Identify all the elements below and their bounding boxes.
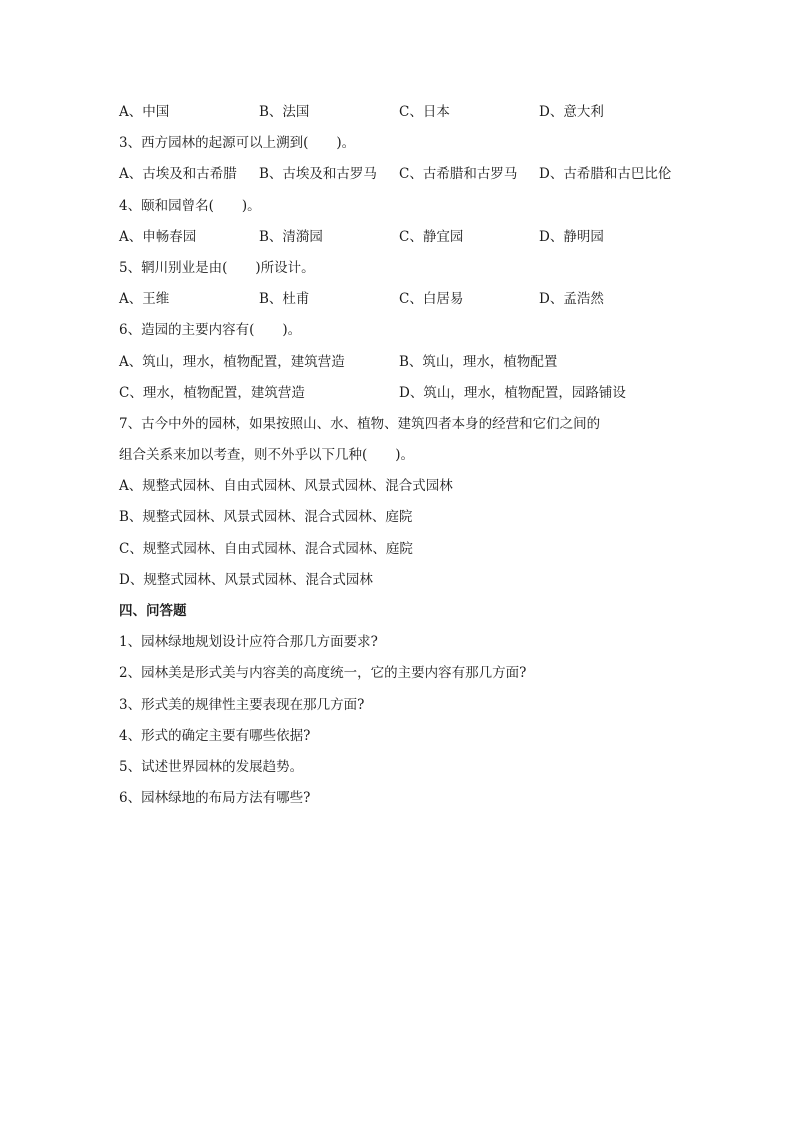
q5-options [119, 288, 719, 319]
essay-question-1: 1、园林绿地规划设计应符合那几方面要求? [119, 634, 378, 651]
q4-option-a: A、申畅春园 [119, 228, 197, 245]
q2-option-c: C、日本 [399, 104, 450, 120]
q2-option-a: A、中国 [119, 104, 170, 120]
essay-question-3: 3、形式美的规律性主要表现在那几方面? [119, 696, 365, 713]
q6-stem-before: 6、造园的主要内容有( [119, 322, 255, 339]
q6-option-b: B、筑山，理水，植物配置 [399, 353, 558, 370]
q4-stem-before: 4、颐和园曾名( [119, 197, 214, 214]
q4-option-c: C、静宜园 [399, 228, 464, 245]
q4-option-b: B、清漪园 [259, 228, 323, 245]
q5-stem [119, 257, 719, 288]
q5-option-b: B、杜甫 [259, 291, 310, 308]
q3-option-d: D、古希腊和古巴比伦 [539, 166, 672, 183]
q7-stem-line1: 7、古今中外的园林，如果按照山、水、植物、建筑四者本身的经营和它们之间的 [119, 415, 601, 432]
exam-content [119, 101, 719, 818]
q3-stem [119, 132, 719, 163]
q4-stem-after: )。 [241, 197, 261, 214]
essay-question-4: 4、形式的确定主要有哪些依据? [119, 727, 311, 744]
q3-stem-before: 3、西方园林的起源可以上溯到( [119, 135, 309, 152]
q6-options-row2 [119, 382, 719, 413]
essay-question-5: 5、试述世界园林的发展趋势。 [119, 758, 304, 775]
q7-option-c: C、规整式园林、自由式园林、混合式园林、庭院 [119, 540, 413, 557]
q6-options-row1 [119, 351, 719, 382]
q3-option-a: A、古埃及和古希腊 [119, 166, 237, 183]
q7-stem-after: )。 [395, 447, 415, 464]
q5-stem-after: )所设计。 [255, 259, 315, 276]
q7-option-a: A、规整式园林、自由式园林、风景式园林、混合式园林 [119, 478, 453, 495]
q3-options [119, 163, 719, 194]
q4-stem [119, 195, 719, 226]
q6-option-d: D、筑山，理水，植物配置，园路铺设 [399, 384, 626, 401]
essay-question-2: 2、园林美是形式美与内容美的高度统一，它的主要内容有那几方面? [119, 665, 527, 682]
q6-option-c: C、理水，植物配置，建筑营造 [119, 384, 305, 401]
q5-option-c: C、白居易 [399, 291, 464, 308]
q3-stem-after: )。 [336, 135, 356, 152]
q2-option-d: D、意大利 [539, 104, 604, 120]
q7-stem-before: 组合关系来加以考查，则不外乎以下几种( [119, 447, 368, 464]
q5-stem-before: 5、辋川别业是由( [119, 259, 228, 276]
q4-option-d: D、静明园 [539, 228, 604, 245]
q7-option-b: B、规整式园林、风景式园林、混合式园林、庭院 [119, 509, 413, 526]
q3-option-c: C、古希腊和古罗马 [399, 166, 518, 183]
q5-option-d: D、孟浩然 [539, 291, 604, 308]
q7-stem-line2 [119, 444, 719, 475]
q5-option-a: A、王维 [119, 291, 170, 308]
q6-stem-after: )。 [282, 322, 302, 339]
q2-option-b: B、法国 [259, 104, 310, 120]
q3-option-b: B、古埃及和古罗马 [259, 166, 377, 183]
section-heading: 四、问答题 [119, 603, 187, 619]
q2-options [119, 101, 719, 132]
q4-options [119, 226, 719, 257]
q6-option-a: A、筑山，理水，植物配置，建筑营造 [119, 353, 345, 370]
q7-option-d: D、规整式园林、风景式园林、混合式园林 [119, 571, 373, 588]
essay-question-6: 6、园林绿地的布局方法有哪些? [119, 790, 311, 807]
q6-stem [119, 319, 719, 350]
